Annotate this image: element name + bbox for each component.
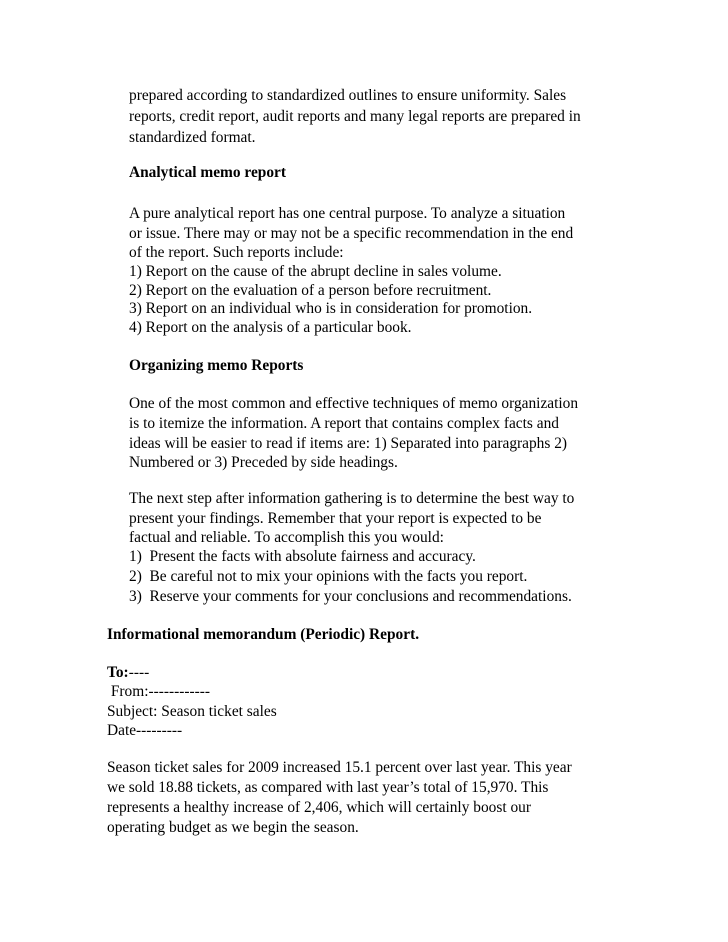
organizing-list-item: 2) Be careful not to mix your opinions with the facts you report. <box>129 568 528 585</box>
section-heading-analytical: Analytical memo report <box>129 164 287 181</box>
organizing-line: The next step after information gathering is to determine the best way to <box>129 490 575 507</box>
memo-body-line: we sold 18.88 tickets, as compared with last year’s total of 15,970. This <box>107 779 549 796</box>
memo-body-line: Season ticket sales for 2009 increased 15.1 percent over last year. This year <box>107 759 572 776</box>
intro-line: standardized format. <box>129 129 256 146</box>
organizing-list-item: 1) Present the facts with absolute fairness and accuracy. <box>129 548 476 565</box>
analytical-list-item: 3) Report on an individual who is in consideration for promotion. <box>129 300 533 317</box>
analytical-line: or issue. There may or may not be a specific recommendation in the end <box>129 225 574 242</box>
memo-body-line: represents a healthy increase of 2,406, which will certainly boost our <box>107 799 531 816</box>
memo-to-label: To: <box>107 664 129 681</box>
memo-subject-line: Subject: Season ticket sales <box>107 703 277 720</box>
analytical-list-item: 4) Report on the analysis of a particular book. <box>129 319 412 336</box>
organizing-line: factual and reliable. To accomplish this you would: <box>129 529 444 546</box>
analytical-list-item: 2) Report on the evaluation of a person before recruitment. <box>129 282 492 299</box>
organizing-line: One of the most common and effective techniques of memo organization <box>129 395 579 412</box>
memo-from-line: From:------------ <box>107 683 210 700</box>
analytical-list-item: 1) Report on the cause of the abrupt decline in sales volume. <box>129 263 502 280</box>
organizing-list-item: 3) Reserve your comments for your conclusions and recommendations. <box>129 588 572 605</box>
section-heading-informational: Informational memorandum (Periodic) Report. <box>107 626 420 643</box>
intro-line: reports, credit report, audit reports and many legal reports are prepared in <box>129 108 581 125</box>
intro-line: prepared according to standardized outlines to ensure uniformity. Sales <box>129 87 567 104</box>
organizing-line: Numbered or 3) Preceded by side headings. <box>129 454 398 471</box>
memo-body-line: operating budget as we begin the season. <box>107 819 359 836</box>
organizing-line: is to itemize the information. A report that contains complex facts and <box>129 415 559 432</box>
memo-to-value: ---- <box>128 664 150 681</box>
memo-date-line: Date--------- <box>107 722 183 739</box>
organizing-line: present your findings. Remember that your report is expected to be <box>129 510 542 527</box>
memo-to-line <box>107 663 149 682</box>
analytical-line: of the report. Such reports include: <box>129 244 344 261</box>
organizing-line: ideas will be easier to read if items are: 1) Separated into paragraphs 2) <box>129 435 568 452</box>
analytical-line: A pure analytical report has one central purpose. To analyze a situation <box>129 205 566 222</box>
section-heading-organizing: Organizing memo Reports <box>129 357 304 374</box>
